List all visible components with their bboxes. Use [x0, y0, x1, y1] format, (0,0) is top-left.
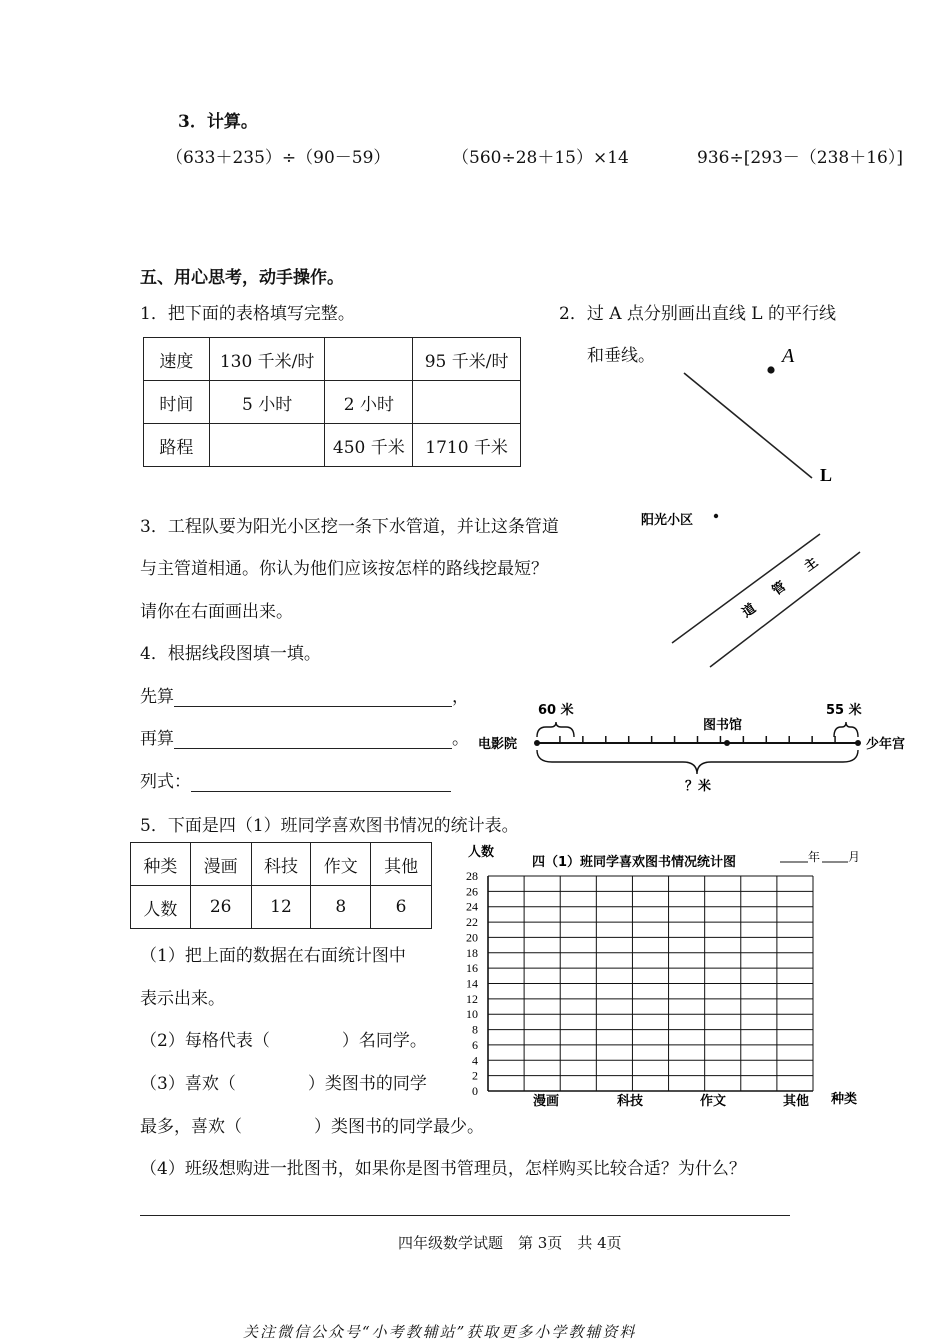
- chart-ytick: 22: [466, 915, 478, 930]
- table-cell: 26: [190, 886, 251, 929]
- palace-label: 少年宫: [866, 737, 906, 752]
- first-end: ，: [452, 687, 469, 707]
- footer-divider: [140, 1215, 790, 1216]
- q3-text-1: 3．工程队要为阳光小区挖一条下水管道，并让这条管道: [140, 517, 559, 537]
- q2-text-2: 和垂线。: [587, 346, 655, 366]
- month-label: 月: [848, 850, 861, 864]
- table-row-label: 速度: [144, 338, 210, 381]
- library-label: 图书馆: [703, 718, 743, 733]
- q5-prompt: 5．下面是四（1）班同学喜欢图书情况的统计表。: [140, 816, 519, 836]
- left-brace-label: 60 米: [538, 703, 574, 718]
- chart-ytick: 16: [466, 961, 478, 976]
- then-label: 再算: [140, 729, 174, 749]
- sub2-text-b: ）名同学。: [341, 1031, 427, 1051]
- right-brace-label: 55 米: [826, 703, 862, 718]
- table-cell[interactable]: 95 千米/时: [413, 338, 521, 381]
- calc-expr-2: （560÷28＋15）×14: [452, 148, 629, 168]
- first-label: 先算: [140, 687, 174, 707]
- table-header: 科技: [251, 843, 311, 886]
- table-header: 其他: [371, 843, 432, 886]
- sub3-text-a: （3）喜欢（: [140, 1074, 236, 1094]
- sub3-text-d: ）类图书的同学最少。: [314, 1117, 484, 1137]
- pipe-char-2: 管: [769, 579, 789, 599]
- chart-ytick: 20: [466, 930, 478, 945]
- q3-text-3: 请你在右面画出来。: [140, 602, 293, 622]
- section-heading: 五、用心思考，动手操作。: [140, 268, 344, 288]
- pipe-char-1: 主: [801, 555, 821, 575]
- table-cell: 6: [371, 886, 432, 929]
- calc-heading: 3．计算。: [178, 112, 258, 132]
- year-label: 年: [808, 850, 821, 864]
- chart-ytick: 4: [472, 1053, 478, 1068]
- table-row-label: 路程: [144, 424, 210, 467]
- table-row-label: 时间: [144, 381, 210, 424]
- chart-category-label: 作文: [699, 1094, 727, 1109]
- table-cell[interactable]: 1710 千米: [413, 424, 521, 467]
- table-cell[interactable]: 450 千米: [325, 424, 413, 467]
- chart-category-label: 科技: [616, 1094, 644, 1109]
- chart-ytick: 10: [466, 1007, 478, 1022]
- table-cell: 12: [251, 886, 311, 929]
- line-l-label: L: [820, 465, 833, 485]
- chart-ytick: 28: [466, 869, 478, 883]
- pipe-char-3: 道: [739, 601, 759, 621]
- q5-sub4: （4）班级想购进一批图书，如果你是图书管理员，怎样购买比较合适？为什么？: [140, 1159, 746, 1179]
- table-row-label: 人数: [131, 886, 191, 929]
- cinema-label: 电影院: [478, 737, 518, 752]
- q5-sub1-b: 表示出来。: [140, 989, 225, 1009]
- chart-ytick: 8: [472, 1022, 478, 1037]
- calc-expr-1: （633＋235）÷（90－59）: [166, 148, 391, 168]
- q4-prompt: 4．根据线段图填一填。: [140, 644, 321, 664]
- chart-ytick: 0: [472, 1084, 478, 1098]
- chart-category-label: 漫画: [532, 1094, 560, 1109]
- footer-note: 关注微信公众号“小考教辅站”获取更多小学教辅资料: [243, 1323, 637, 1341]
- chart-ylabel: 人数: [468, 845, 495, 860]
- chart-ytick: 18: [466, 945, 478, 960]
- table-header: 作文: [311, 843, 371, 886]
- calc-expr-3: 936÷[293－（238＋16）]: [697, 148, 903, 168]
- table-cell[interactable]: 2 小时: [325, 381, 413, 424]
- table-cell[interactable]: 5 小时: [209, 381, 325, 424]
- table-header: 漫画: [190, 843, 251, 886]
- table-cell[interactable]: 130 千米/时: [209, 338, 325, 381]
- chart-ytick: 26: [466, 884, 478, 899]
- table-cell: 8: [311, 886, 371, 929]
- then-end: 。: [452, 729, 469, 749]
- page-info: 四年级数学试题 第 3页 共 4页: [398, 1234, 622, 1252]
- chart-ytick: 24: [466, 899, 478, 914]
- q1-prompt: 1．把下面的表格填写完整。: [140, 304, 355, 324]
- point-a-label: A: [782, 345, 795, 367]
- chart-ytick: 2: [472, 1068, 478, 1083]
- sub3-text-c: 最多，喜欢（: [140, 1117, 242, 1137]
- chart-xlabel: 种类: [831, 1092, 858, 1107]
- formula-label: 列式：: [140, 772, 191, 792]
- chart-ytick: 12: [466, 991, 478, 1006]
- place-label: 阳光小区: [641, 513, 694, 528]
- chart-title: 四（1）班同学喜欢图书情况统计图: [532, 855, 737, 870]
- sub3-text-b: ）类图书的同学: [307, 1074, 427, 1094]
- total-label: ？米: [685, 779, 712, 794]
- chart-ytick: 14: [466, 976, 478, 991]
- q5-sub1-a: （1）把上面的数据在右面统计图中: [140, 946, 406, 966]
- q3-text-2: 与主管道相通。你认为他们应该按怎样的路线挖最短？: [140, 559, 548, 579]
- table-header-label: 种类: [131, 843, 191, 886]
- chart-ytick: 6: [472, 1037, 478, 1052]
- sub2-text-a: （2）每格代表（: [140, 1031, 270, 1051]
- chart-category-label: 其他: [782, 1094, 810, 1109]
- q2-text-1: 2．过 A 点分别画出直线 L 的平行线: [559, 304, 836, 324]
